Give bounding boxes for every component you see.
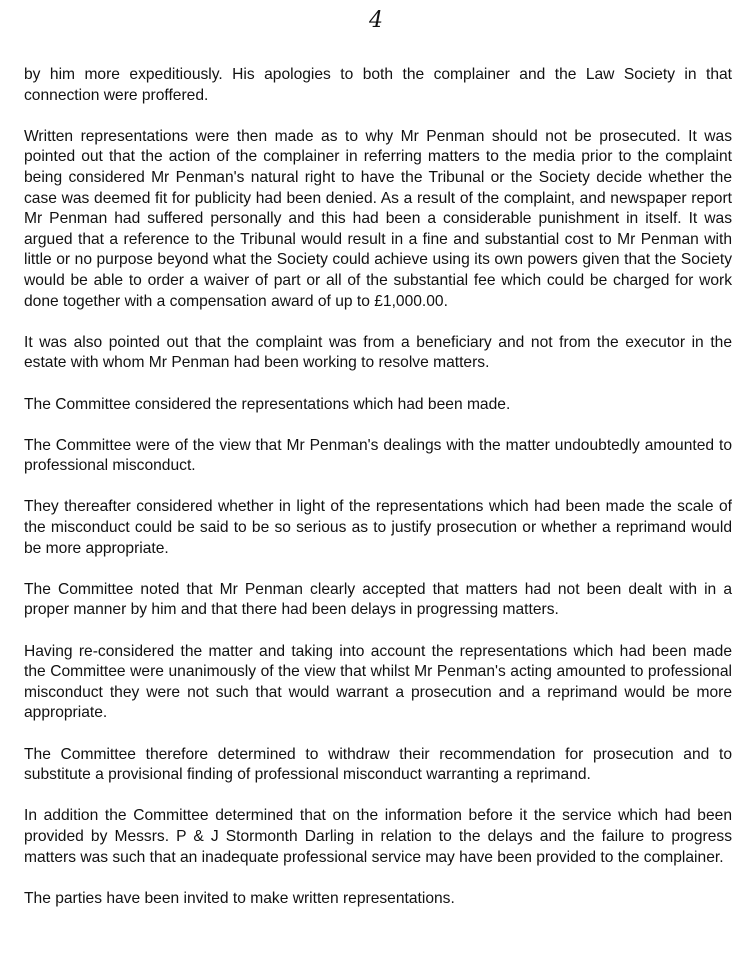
paragraph: They thereafter considered whether in light of the representations which had been made the scale of the misconduct could be said to be so serious as to justify prosecution or whether a reprimand would be more appropriate. [24, 498, 732, 557]
document-body [24, 65, 732, 909]
paragraph: The Committee therefore determined to withdraw their recommendation for prosecution and to substitute a provisional finding of professional misconduct warranting a reprimand. [24, 745, 732, 784]
paragraph: In addition the Committee determined that on the information before it the service which had been provided by Messrs. P & J Stormonth Darling in relation to the delays and the failure to progress matters was such that an inadequate professional service may have been provided to the complainer. [24, 807, 732, 866]
paragraph: Having re-considered the matter and taking into account the representations which had been made the Committee were unanimously of the view that whilst Mr Penman's acting amounted to professional misconduct they were not such that would warrant a prosecution and a reprimand would be more appropriate. [24, 642, 732, 722]
paragraph: The parties have been invited to make written representations. [24, 889, 455, 907]
paragraph: The Committee considered the representations which had been made. [24, 395, 511, 413]
paragraph: by him more expeditiously. His apologies to both the complainer and the Law Society in that connection were proffered. [24, 66, 732, 104]
paragraph: It was also pointed out that the complaint was from a beneficiary and not from the executor in the estate with whom Mr Penman had been working to resolve matters. [24, 333, 732, 372]
paragraph: The Committee were of the view that Mr Penman's dealings with the matter undoubtedly amounted to professional misconduct. [24, 436, 732, 475]
paragraph: The Committee noted that Mr Penman clearly accepted that matters had not been dealt with in a proper manner by him and that there had been delays in progressing matters. [24, 580, 732, 619]
paragraph: Written representations were then made as to why Mr Penman should not be prosecuted. It was pointed out that the action of the complainer in referring matters to the media prior to the complaint being considered Mr Penman's natural right to have the Tribunal or the Society decide whether the case was deemed fit for publicity had been denied. As a result of the complaint, and newspaper report Mr Penman had suffered personally and this had been a considerable punishment in itself. It was argued that a reference to the Tribunal would result in a fine and substantial cost to Mr Penman with little or no purpose beyond what the Society could achieve using its own powers given that the Society would be able to order a waiver of part or all of the substantial fee which could be charged for work done together with a compensation award of up to £1,000.00. [24, 127, 732, 310]
page-number: 4 [369, 8, 383, 33]
